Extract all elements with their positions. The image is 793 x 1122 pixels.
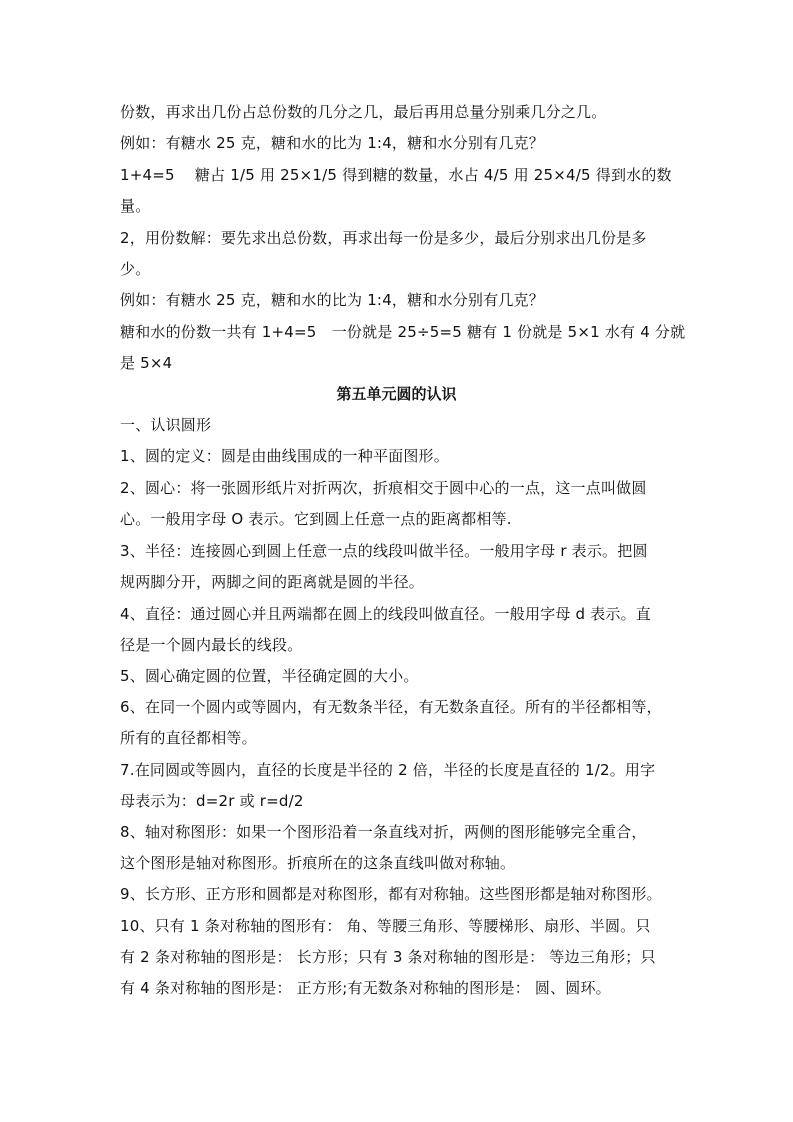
text-line: 例如：有糖水 25 克，糖和水的比为 1:4，糖和水分别有几克？ (120, 134, 544, 152)
section-title: 第五单元圆的认识 (336, 385, 457, 403)
text-line: 有 4 条对称轴的图形是： 正方形;有无数条对称轴的图形是： 圆、圆环。 (120, 979, 611, 997)
text-line: 9、长方形、正方形和圆都是对称图形，都有对称轴。这些图形都是轴对称图形。 (120, 885, 662, 903)
text-line: 7.在同圆或等圆内，直径的长度是半径的 2 倍，半径的长度是直径的 1/2。用字 (120, 761, 656, 779)
text-line: 例如：有糖水 25 克，糖和水的比为 1:4，糖和水分别有几克？ (120, 291, 544, 309)
text-line: 量。 (120, 197, 151, 215)
text-line: 是 5×4 (120, 354, 173, 372)
text-line: 糖和水的份数一共有 1+4=5 一份就是 25÷5=5 糖有 1 份就是 5×1 水有 4 分就 (120, 323, 686, 341)
text-line: 5、圆心确定圆的位置，半径确定圆的大小。 (120, 667, 419, 685)
text-line: 心。一般用字母 O 表示。它到圆上任意一点的距离都相等. (120, 510, 512, 528)
text-line: 6、在同一个圆内或等圆内，有无数条半径，有无数条直径。所有的半径都相等， (120, 698, 662, 716)
text-line: 一、认识圆形 (120, 416, 212, 434)
text-line: 份数，再求出几份占总份数的几分之几，最后再用总量分别乘几分之几。 (120, 103, 607, 121)
text-line: 少。 (120, 260, 151, 278)
text-line: 10、只有 1 条对称轴的图形有： 角、等腰三角形、等腰梯形、扇形、半圆。只 (120, 917, 651, 935)
text-line: 3、半径：连接圆心到圆上任意一点的线段叫做半径。一般用字母 r 表示。把圆 (120, 542, 648, 560)
text-line: 2、圆心：将一张圆形纸片对折两次，折痕相交于圆中心的一点，这一点叫做圆 (120, 479, 647, 497)
text-line: 1+4=5 糖占 1/5 用 25×1/5 得到糖的数量，水占 4/5 用 25×4/5 得到水的数 (120, 166, 672, 184)
text-line: 8、轴对称图形：如果一个图形沿着一条直线对折，两侧的图形能够完全重合， (120, 823, 647, 841)
text-line: 规两脚分开，两脚之间的距离就是圆的半径。 (120, 573, 425, 591)
text-line: 1、圆的定义：圆是由曲线围成的一种平面图形。 (120, 447, 449, 465)
text-line: 4、直径：通过圆心并且两端都在圆上的线段叫做直径。一般用字母 d 表示。直 (120, 605, 652, 623)
text-line: 这个图形是轴对称图形。折痕所在的这条直线叫做对称轴。 (120, 854, 516, 872)
text-line: 2，用份数解：要先求出总份数，再求出每一份是多少，最后分别求出几份是多 (120, 229, 647, 247)
text-line: 有 2 条对称轴的图形是： 长方形；只有 3 条对称轴的图形是： 等边三角形；只 (120, 948, 656, 966)
text-line: 径是一个圆内最长的线段。 (120, 636, 303, 654)
text-line: 所有的直径都相等。 (120, 729, 257, 747)
text-line: 母表示为：d=2r 或 r=d/2 (120, 792, 304, 810)
